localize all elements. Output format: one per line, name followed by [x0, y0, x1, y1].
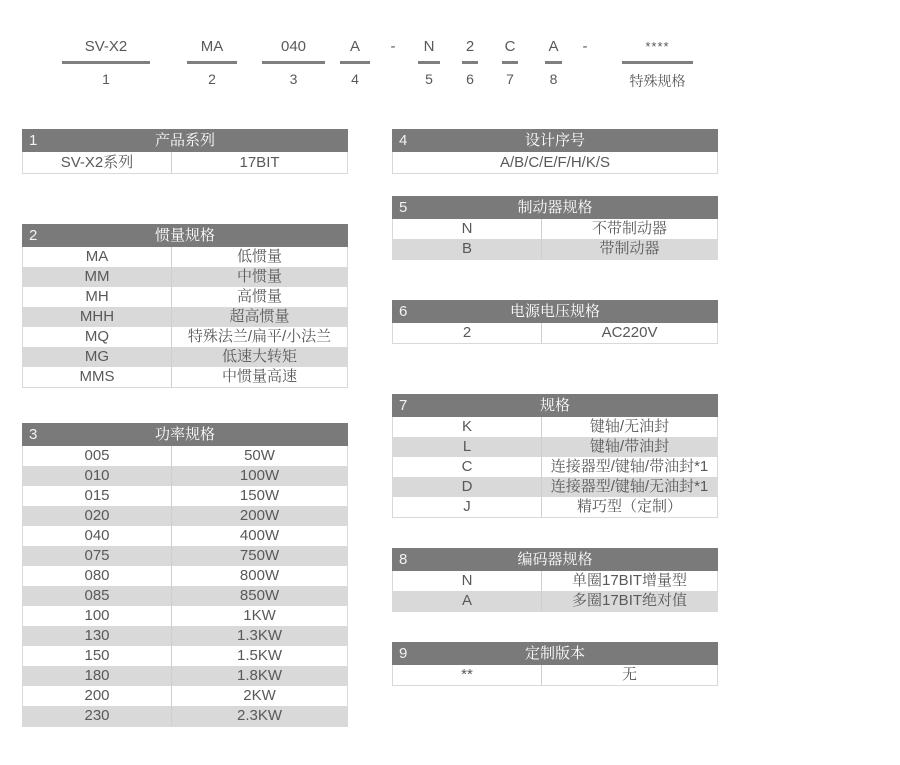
model-code-segment	[62, 36, 150, 91]
code-cell: MHH	[23, 307, 172, 327]
description-cell: 800W	[239, 567, 280, 584]
description-cell: 2KW	[243, 687, 276, 704]
code-cell: 020	[23, 506, 172, 526]
table-number: 8	[399, 551, 408, 568]
segment-number: 5	[425, 71, 433, 87]
table-custom-version	[392, 642, 718, 686]
model-code-value: ****	[645, 39, 670, 54]
segment-number: 7	[506, 71, 514, 87]
table-row	[393, 457, 717, 477]
table-row	[23, 287, 347, 307]
table-row	[23, 606, 347, 626]
table-row	[23, 367, 347, 387]
code-cell: 005	[23, 446, 172, 466]
code-cell: 075	[23, 546, 172, 566]
description-cell: 键轴/无油封	[589, 418, 670, 435]
table-number: 1	[29, 132, 38, 149]
segment-number: 3	[289, 71, 298, 87]
table-row	[23, 586, 347, 606]
description-cell: 1.3KW	[237, 627, 283, 644]
model-code-segment	[262, 36, 325, 91]
table-number: 4	[399, 132, 408, 149]
model-code-diagram	[0, 0, 900, 100]
table-body	[22, 152, 348, 174]
segment-number-special-spec: 特殊规格	[629, 73, 686, 89]
table-encoder-spec	[392, 548, 718, 612]
table-row	[393, 323, 717, 343]
table-header	[392, 548, 718, 571]
model-code-value: 040	[280, 38, 307, 55]
description-cell: 精巧型（定制）	[577, 498, 683, 515]
code-cell: 080	[23, 566, 172, 586]
table-title: 编码器规格	[517, 551, 593, 568]
code-cell: MMS	[23, 367, 172, 387]
code-cell: 150	[23, 646, 172, 666]
code-cell: MQ	[23, 327, 172, 347]
table-row	[23, 546, 347, 566]
model-code-segment	[622, 36, 693, 91]
model-code-value: 2	[465, 38, 475, 55]
model-code-value: SV-X2	[84, 38, 128, 55]
table-number: 5	[399, 199, 408, 216]
description-cell: 单圈17BIT增量型	[572, 572, 688, 589]
description-cell: 850W	[239, 587, 280, 604]
table-row	[23, 327, 347, 347]
table-title: 功率规格	[154, 426, 215, 443]
model-code-value: N	[423, 38, 435, 55]
segment-underline	[545, 61, 562, 64]
table-number: 2	[29, 227, 38, 244]
table-title: 规格	[539, 397, 570, 414]
segment-underline	[418, 61, 440, 64]
table-row	[23, 646, 347, 666]
table-number: 7	[399, 397, 408, 414]
code-separator-dash: -	[390, 38, 396, 55]
description-cell: 连接器型/键轴/无油封*1	[550, 478, 709, 495]
description-cell: 带制动器	[599, 240, 660, 257]
table-title: 电源电压规格	[509, 303, 600, 320]
model-code-value: C	[504, 38, 516, 55]
description-cell: 超高惯量	[229, 308, 290, 325]
code-cell: 230	[23, 706, 172, 726]
table-brake-spec	[392, 196, 718, 260]
description-cell: 1.8KW	[237, 667, 283, 684]
code-cell: 100	[23, 606, 172, 626]
table-row	[393, 152, 717, 173]
table-body	[22, 247, 348, 388]
code-cell: L	[393, 437, 542, 457]
model-code-segment	[462, 36, 478, 91]
segment-number: 6	[466, 71, 474, 87]
code-cell: MM	[23, 267, 172, 287]
code-cell: A	[393, 591, 542, 611]
code-separator-dash: -	[582, 38, 588, 55]
table-design-serial	[392, 129, 718, 174]
description-cell: A/B/C/E/F/H/K/S	[499, 154, 611, 171]
table-row	[23, 566, 347, 586]
code-cell: J	[393, 497, 542, 517]
table-row	[23, 267, 347, 287]
table-row	[393, 591, 717, 611]
description-cell: 中惯量	[237, 268, 283, 285]
table-row	[23, 152, 347, 173]
table-row	[393, 571, 717, 591]
code-cell: MH	[23, 287, 172, 307]
table-row	[393, 497, 717, 517]
table-body	[22, 446, 348, 727]
model-code-segment	[502, 36, 518, 91]
table-row	[23, 446, 347, 466]
code-cell: D	[393, 477, 542, 497]
description-cell: 750W	[239, 547, 280, 564]
model-code-segment	[545, 36, 562, 91]
table-body	[392, 323, 718, 344]
table-number: 9	[399, 645, 408, 662]
description-cell: 200W	[239, 507, 280, 524]
segment-number: 1	[102, 71, 110, 87]
table-row	[23, 347, 347, 367]
table-header	[22, 224, 348, 247]
table-title: 产品系列	[154, 132, 215, 149]
segment-underline	[462, 61, 478, 64]
table-header	[392, 394, 718, 417]
table-title: 惯量规格	[154, 227, 215, 244]
table-row	[393, 417, 717, 437]
code-cell: N	[393, 219, 542, 239]
table-row	[23, 506, 347, 526]
model-code-value: A	[548, 38, 559, 55]
description-cell: 不带制动器	[592, 220, 668, 237]
table-row	[23, 686, 347, 706]
table-number: 6	[399, 303, 408, 320]
segment-number: 4	[351, 71, 359, 87]
segment-underline	[187, 61, 237, 64]
table-row	[23, 626, 347, 646]
table-number: 3	[29, 426, 38, 443]
model-code-value: A	[349, 38, 360, 55]
model-code-segment	[187, 36, 237, 91]
description-cell: 17BIT	[239, 154, 280, 171]
segment-underline	[502, 61, 518, 64]
table-header	[392, 642, 718, 665]
code-cell: 180	[23, 666, 172, 686]
code-cell: 130	[23, 626, 172, 646]
table-row	[393, 665, 717, 685]
description-cell: 键轴/带油封	[589, 438, 670, 455]
table-row	[23, 526, 347, 546]
description-cell: 低惯量	[237, 248, 283, 265]
table-power-spec	[22, 423, 348, 727]
code-cell: 2	[393, 323, 542, 343]
table-row	[23, 666, 347, 686]
description-cell: 2.3KW	[237, 707, 283, 724]
table-body	[392, 417, 718, 518]
description-cell: 无	[622, 666, 638, 683]
code-cell: C	[393, 457, 542, 477]
table-row	[23, 247, 347, 267]
code-cell: 200	[23, 686, 172, 706]
description-cell: 特殊法兰/扁平/小法兰	[187, 328, 332, 345]
segment-number: 8	[549, 71, 558, 87]
description-cell: 50W	[244, 447, 275, 464]
code-cell: 085	[23, 586, 172, 606]
code-cell: SV-X2系列	[23, 152, 172, 173]
description-cell: 100W	[239, 467, 280, 484]
table-title: 制动器规格	[517, 199, 593, 216]
description-cell: 1KW	[243, 607, 276, 624]
table-row	[23, 486, 347, 506]
code-cell: MA	[23, 247, 172, 267]
table-row	[23, 706, 347, 726]
model-code-segment	[418, 36, 440, 91]
segment-number: 2	[208, 71, 216, 87]
table-row	[393, 437, 717, 457]
table-header	[392, 196, 718, 219]
code-cell: N	[393, 571, 542, 591]
table-body	[392, 665, 718, 686]
table-header	[392, 300, 718, 323]
table-row	[393, 239, 717, 259]
code-cell: 010	[23, 466, 172, 486]
table-header	[22, 129, 348, 152]
table-body	[392, 152, 718, 174]
code-cell: MG	[23, 347, 172, 367]
code-cell: **	[393, 665, 542, 685]
description-cell: 1.5KW	[237, 647, 283, 664]
description-cell: 低速大转矩	[222, 348, 298, 365]
table-row	[23, 307, 347, 327]
description-cell: 多圈17BIT绝对值	[572, 592, 688, 609]
description-cell: 高惯量	[237, 288, 283, 305]
table-body	[392, 571, 718, 612]
code-cell: K	[393, 417, 542, 437]
model-code-segment	[340, 36, 370, 91]
code-cell: 015	[23, 486, 172, 506]
code-cell: B	[393, 239, 542, 259]
table-header	[22, 423, 348, 446]
table-row	[393, 477, 717, 497]
table-product-series	[22, 129, 348, 174]
table-voltage-spec	[392, 300, 718, 344]
table-title: 设计序号	[524, 132, 585, 149]
segment-underline	[62, 61, 150, 64]
left-table-column	[22, 129, 348, 727]
model-code-value: MA	[200, 38, 224, 55]
table-body	[392, 219, 718, 260]
right-table-column	[392, 129, 718, 686]
segment-underline	[622, 61, 693, 64]
segment-underline	[262, 61, 325, 64]
segment-underline	[340, 61, 370, 64]
description-cell: 150W	[239, 487, 280, 504]
description-cell: AC220V	[601, 324, 658, 341]
table-inertia-spec	[22, 224, 348, 388]
description-cell: 中惯量高速	[222, 368, 298, 385]
table-row	[393, 219, 717, 239]
table-title: 定制版本	[524, 645, 585, 662]
description-cell: 400W	[239, 527, 280, 544]
table-shaft-spec	[392, 394, 718, 518]
description-cell: 连接器型/键轴/带油封*1	[550, 458, 709, 475]
table-row	[23, 466, 347, 486]
table-header	[392, 129, 718, 152]
code-cell: 040	[23, 526, 172, 546]
